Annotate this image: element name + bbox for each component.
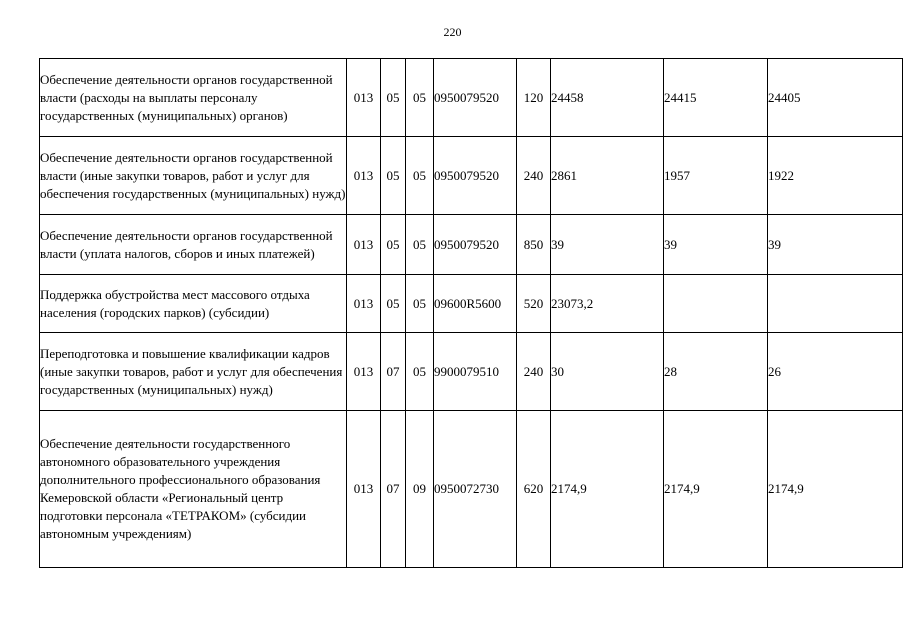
cell-vr: 850 [517, 215, 551, 275]
cell-sum-2 [664, 275, 768, 333]
cell-sum-1: 2174,9 [551, 411, 664, 568]
cell-sum-2: 28 [664, 333, 768, 411]
cell-csr: 0950072730 [434, 411, 517, 568]
cell-sum-1: 39 [551, 215, 664, 275]
cell-rz: 07 [381, 411, 406, 568]
cell-ved: 013 [347, 411, 381, 568]
cell-csr: 0950079520 [434, 215, 517, 275]
cell-sum-1: 23073,2 [551, 275, 664, 333]
cell-vr: 120 [517, 59, 551, 137]
cell-sum-2: 39 [664, 215, 768, 275]
cell-pr: 05 [406, 275, 434, 333]
cell-sum-3: 26 [768, 333, 903, 411]
cell-csr: 9900079510 [434, 333, 517, 411]
cell-pr: 05 [406, 59, 434, 137]
budget-table [39, 58, 903, 568]
cell-sum-2: 24415 [664, 59, 768, 137]
page-number: 220 [443, 25, 462, 39]
cell-rz: 05 [381, 275, 406, 333]
cell-sum-2: 1957 [664, 137, 768, 215]
cell-sum-2: 2174,9 [664, 411, 768, 568]
cell-sum-1: 24458 [551, 59, 664, 137]
cell-ved: 013 [347, 59, 381, 137]
cell-csr: 0950079520 [434, 59, 517, 137]
table-row [40, 59, 903, 137]
table-row [40, 275, 903, 333]
cell-vr: 520 [517, 275, 551, 333]
cell-name: Поддержка обустройства мест массового отдыха населения (городских парков) (субсидии) [40, 275, 347, 333]
cell-name: Обеспечение деятельности органов государственной власти (иные закупки товаров, работ и услуг для обеспечения государственных (муниципальных) нужд) [40, 137, 347, 215]
cell-sum-1: 2861 [551, 137, 664, 215]
cell-sum-3: 24405 [768, 59, 903, 137]
cell-vr: 240 [517, 333, 551, 411]
cell-rz: 05 [381, 59, 406, 137]
cell-sum-3: 2174,9 [768, 411, 903, 568]
cell-pr: 05 [406, 215, 434, 275]
table-row [40, 137, 903, 215]
cell-ved: 013 [347, 275, 381, 333]
cell-sum-3: 1922 [768, 137, 903, 215]
cell-pr: 05 [406, 333, 434, 411]
cell-sum-1: 30 [551, 333, 664, 411]
cell-csr: 09600R5600 [434, 275, 517, 333]
cell-rz: 05 [381, 137, 406, 215]
cell-csr: 0950079520 [434, 137, 517, 215]
cell-ved: 013 [347, 137, 381, 215]
table-row [40, 333, 903, 411]
cell-name: Обеспечение деятельности органов государственной власти (уплата налогов, сборов и иных платежей) [40, 215, 347, 275]
cell-name: Обеспечение деятельности государственного автономного образовательного учреждения дополнительного профессионального образования Кемеровской области «Региональный центр подготовки персонала «ТЕТРАКОМ» (субсидии автономным учреждениям) [40, 411, 347, 568]
cell-ved: 013 [347, 333, 381, 411]
table-row [40, 215, 903, 275]
cell-pr: 05 [406, 137, 434, 215]
cell-sum-3: 39 [768, 215, 903, 275]
cell-vr: 620 [517, 411, 551, 568]
cell-name: Обеспечение деятельности органов государственной власти (расходы на выплаты персоналу государственных (муниципальных) органов) [40, 59, 347, 137]
cell-sum-3 [768, 275, 903, 333]
cell-pr: 09 [406, 411, 434, 568]
cell-rz: 07 [381, 333, 406, 411]
table-row [40, 411, 903, 568]
cell-name: Переподготовка и повышение квалификации кадров (иные закупки товаров, работ и услуг для обеспечения государственных (муниципальных) нужд) [40, 333, 347, 411]
cell-vr: 240 [517, 137, 551, 215]
cell-rz: 05 [381, 215, 406, 275]
cell-ved: 013 [347, 215, 381, 275]
